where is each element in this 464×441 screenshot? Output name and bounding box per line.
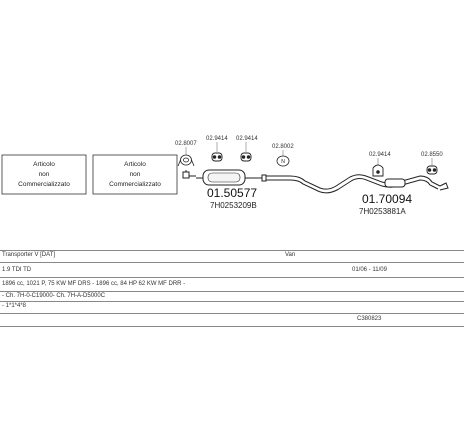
catalog-code-text: C380823	[357, 316, 382, 322]
notice-box-1-line2: non	[38, 171, 50, 178]
leader-lines	[186, 142, 432, 168]
engine-text: 1.9 TDI TD	[2, 267, 32, 273]
table-rule	[0, 250, 464, 251]
notice-box-1-line1: Articolo	[33, 161, 55, 168]
rear-muffler-ref: 7H0253881A	[359, 207, 406, 216]
part-number-2: 02.9414	[206, 136, 228, 142]
part-number-6: 02.8550	[421, 152, 443, 158]
hanger-icon	[427, 166, 437, 174]
front-muffler-pipe	[183, 170, 266, 185]
hanger-icon	[373, 165, 383, 176]
clamp-icon	[178, 155, 194, 166]
chassis-text: - Ch. 7H-0-C19000- Ch. 7H-A-D5000C	[2, 293, 106, 299]
notice-box-2-line2: non	[129, 171, 141, 178]
front-muffler-ref: 7H0253209B	[210, 201, 257, 210]
notice-box-2	[93, 155, 177, 194]
notice-box-1	[2, 155, 86, 194]
table-rule	[0, 291, 464, 292]
part-number-5: 02.9414	[369, 152, 391, 158]
table-rule	[0, 313, 464, 314]
gasket-icon	[277, 156, 289, 166]
spec-text: 1896 cc, 1021 P, 75 KW MF DRS - 1896 cc, 84 HP 62 KW MF DRR -	[2, 281, 186, 287]
notice-box-1-line3: Commercializzato	[18, 181, 70, 188]
table-rule	[0, 326, 464, 327]
table-rule	[0, 277, 464, 278]
hanger-icon	[241, 153, 251, 161]
part-number-3: 02.9414	[236, 136, 258, 142]
rear-muffler-code: 01.70094	[362, 192, 413, 206]
svg-text:N: N	[281, 159, 285, 165]
notice-box-2-line3: Commercializzato	[109, 181, 161, 188]
part-number-1: 02.8007	[175, 141, 197, 147]
rear-pipe	[266, 175, 448, 193]
notice-box-2-line1: Articolo	[124, 161, 146, 168]
years-text: 01/06 - 11/09	[352, 267, 387, 273]
table-rule	[0, 262, 464, 263]
part-number-4: 02.8002	[272, 144, 294, 150]
model-text: Transporter V [DAT]	[2, 252, 56, 258]
drive-text: - 1*1*4*8	[2, 303, 27, 309]
front-muffler-code: 01.50577	[207, 186, 258, 200]
table-rule	[0, 301, 464, 302]
hanger-icon	[212, 153, 222, 161]
body-type-text: Van	[285, 252, 296, 258]
